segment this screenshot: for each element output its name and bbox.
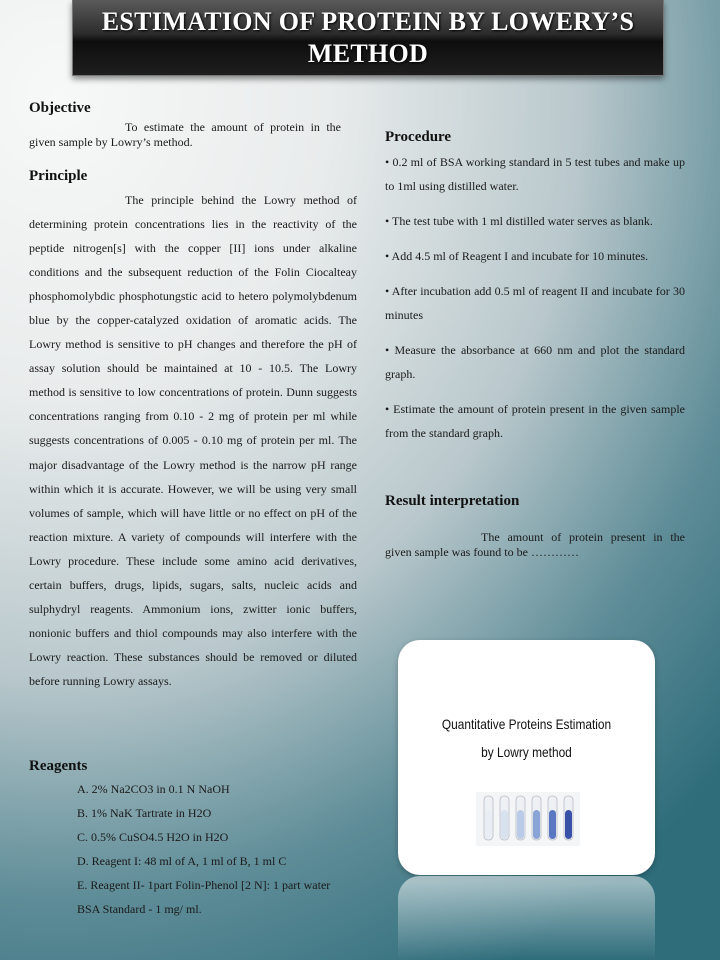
procedure-heading: Procedure bbox=[385, 129, 452, 145]
reagent-item: E. Reagent II- 1part Folin-Phenol [2 N]: 1 part water bbox=[77, 878, 331, 892]
reagent-item: BSA Standard - 1 mg/ ml. bbox=[77, 902, 202, 916]
procedure-step: • The test tube with 1 ml distilled water serves as blank. bbox=[385, 214, 653, 228]
tube-liquid bbox=[485, 810, 492, 839]
tube-liquid bbox=[501, 810, 508, 839]
reagent-item: D. Reagent I: 48 ml of A, 1 ml of B, 1 ml C bbox=[77, 854, 287, 868]
principle-body: The principle behind the Lowry method of determining protein concentrations lies in the reactivity of the peptide nitrogen[s] with the copper [II] ions under alkaline conditions and the subsequent reduction of the Folin Ciocalteay phosphomolybdic phosphotungstic acid to hetero polymolybdenum blue by the copper-catalyzed oxidation of aromatic acids. The Lowry method is sensitive to pH changes and therefore the pH of assay solution should be maintained at 10 - 10.5. The Lowry method is sensitive to low concentrations of protein. Dunn suggests concentrations ranging from 0.10 - 2 mg of protein per ml while suggests concentrations of 0.005 - 0.10 mg of protein per ml. The major disadvantage of the Lowry method is the narrow pH range within which it is accurate. However, we will be using very small volumes of sample, which will have little or no effect on pH of the reaction mixture. A variety of compounds will interfere with the Lowry procedure. These include some amino acid derivatives, certain buffers, drugs, lipids, sugars, salts, nucleic acids and sulphydryl reagents. Ammonium ions, zwitter ionic buffers, nonionic buffers and thiol compounds may also interfere with the Lowry reaction. These substances should be removed or diluted before running Lowry assays. bbox=[29, 193, 357, 688]
result-body: The amount of protein present in the given sample was found to be ………… bbox=[385, 530, 685, 559]
procedure-step: • After incubation add 0.5 ml of reagent II and incubate for 30 minutes bbox=[385, 284, 685, 322]
tube-liquid bbox=[517, 810, 524, 839]
procedure-list bbox=[385, 150, 685, 456]
card-reflection bbox=[398, 876, 655, 960]
procedure-step: • Measure the absorbance at 660 nm and plot the standard graph. bbox=[385, 343, 685, 381]
card-title: Quantitative Proteins Estimation by Lowry method bbox=[441, 716, 612, 760]
tube-liquid bbox=[549, 810, 556, 839]
reagent-item: A. 2% Na2CO3 in 0.1 N NaOH bbox=[77, 782, 230, 796]
tube-liquid bbox=[565, 810, 572, 839]
reagents-list bbox=[77, 777, 357, 921]
reagents-heading: Reagents bbox=[29, 758, 88, 774]
reagent-item: B. 1% NaK Tartrate in H2O bbox=[77, 806, 212, 820]
objective-body: To estimate the amount of protein in the given sample by Lowry’s method. bbox=[29, 120, 341, 149]
tube-liquid bbox=[533, 810, 540, 839]
principle-text bbox=[29, 188, 357, 693]
result-text bbox=[385, 530, 685, 560]
page-title: ESTIMATION OF PROTEIN BY LOWERY’S METHOD bbox=[101, 6, 635, 68]
objective-heading: Objective bbox=[29, 100, 91, 116]
principle-heading: Principle bbox=[29, 168, 88, 184]
objective-text bbox=[29, 120, 341, 150]
procedure-step: • Estimate the amount of protein present in the given sample from the standard graph. bbox=[385, 402, 685, 440]
procedure-step: • 0.2 ml of BSA working standard in 5 test tubes and make up to 1ml using distilled water. bbox=[385, 155, 685, 193]
result-heading: Result interpretation bbox=[385, 493, 520, 509]
title-banner bbox=[72, 0, 664, 76]
reagent-item: C. 0.5% CuSO4.5 H2O in H2O bbox=[77, 830, 229, 844]
test-tubes-photo bbox=[476, 792, 580, 846]
lowry-image-card bbox=[398, 640, 655, 875]
procedure-step: • Add 4.5 ml of Reagent I and incubate for 10 minutes. bbox=[385, 249, 649, 263]
